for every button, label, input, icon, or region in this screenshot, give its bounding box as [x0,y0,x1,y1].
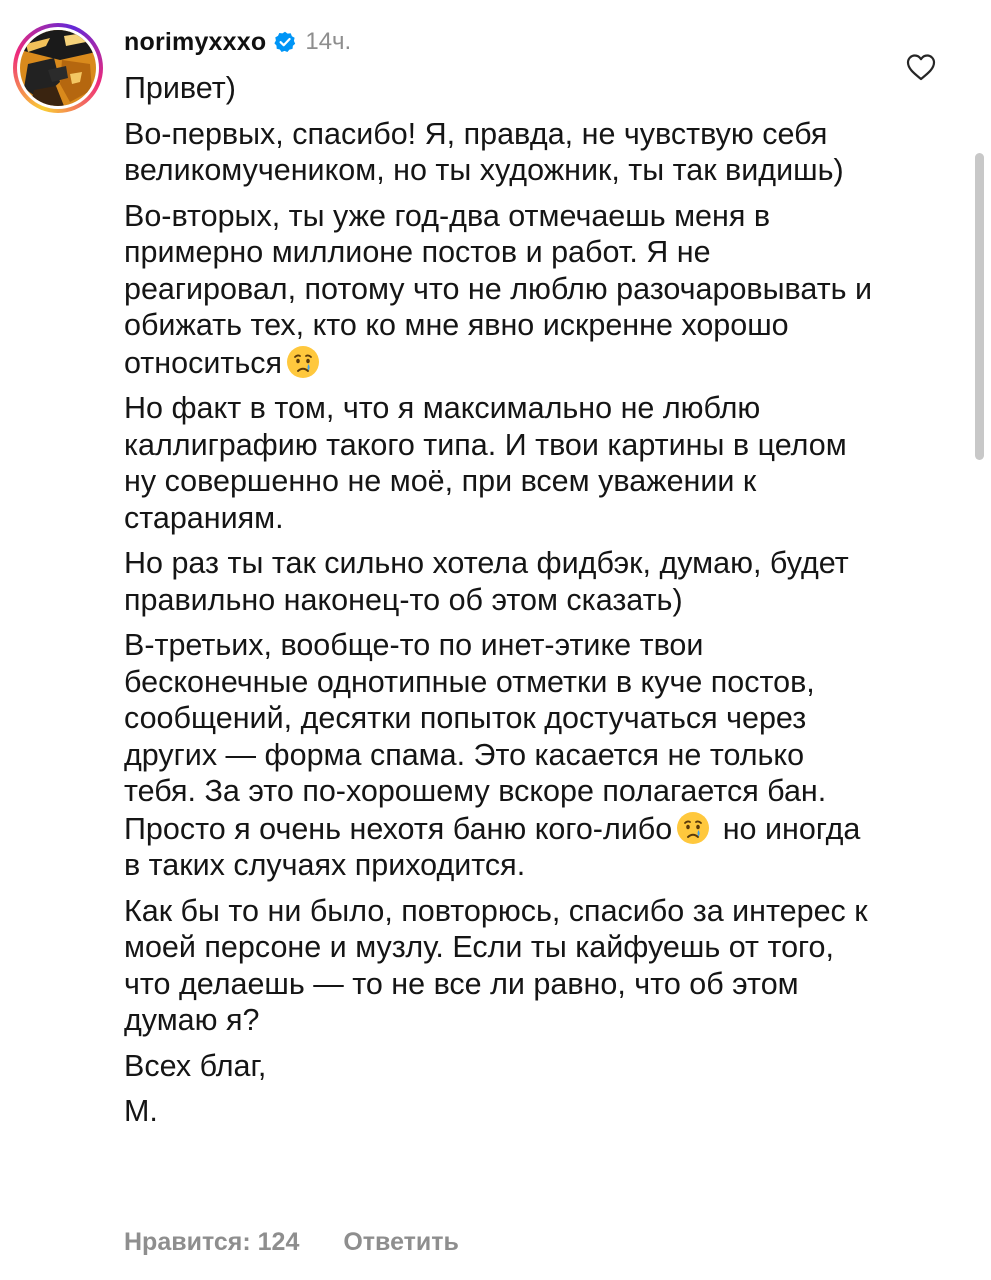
comment-paragraph [124,627,884,884]
comment-timestamp: 14ч. [305,28,352,55]
comment-paragraph: Всех благ, [124,1048,267,1083]
like-button[interactable] [905,52,937,82]
comment-paragraph-text: В-третьих, вообще-то по инет-этике твои бесконечные однотипные отметки в куче постов, сообщений, десятки попыток достучаться через других — форма спама. Это касается не только тебя. За это по-хорошему вскоре полагается бан. Просто я очень нехотя баню кого-либо [124,628,827,846]
comment-paragraph: Во-первых, спасибо! Я, правда, не чувствую себя великомучеником, но ты художник, ты так видишь) [124,116,844,187]
reply-button[interactable]: Ответить [343,1228,459,1256]
avatar-image [20,30,96,106]
verified-badge-icon [274,31,296,53]
crying-face-emoji [285,344,321,380]
comment-paragraph: Но факт в том, что я максимально не люблю каллиграфию такого типа. И твои картины в целом ну совершенно не моё, при всем уважении к стараниям. [124,391,847,535]
comment-paragraph: Как бы то ни было, повторюсь, спасибо за интерес к моей персоне и музлу. Если ты кайфуешь от того, что делаешь — то не все ли равно, что об этом думаю я? [124,893,868,1037]
comment-paragraph [124,198,884,382]
comment-paragraph: Привет) [124,71,236,105]
crying-face-emoji [675,810,711,846]
comment-paragraph-text: но иногда в таких случаях приходится. [124,811,861,882]
comment-paragraph: Но раз ты так сильно хотела фидбэк, думаю, будет правильно наконец-то об этом сказать) [124,546,849,617]
comment-paragraph-text: Во-вторых, ты уже год-два отмечаешь меня в примерно миллионе постов и работ. Я не реагировал, потому что не люблю разочаровывать и обижать тех, кто ко мне явно искренне хорошо относиться [124,198,873,380]
heart-outline-icon [905,52,937,82]
likes-count-button[interactable]: Нравится: 124 [124,1228,300,1256]
scrollbar-thumb[interactable] [975,153,984,460]
comment-paragraph: М. [124,1094,158,1128]
comment-footer [124,1228,459,1257]
comment-body [124,70,884,1139]
username-link[interactable]: norimyxxxo [124,27,267,56]
comment-header [124,26,351,58]
avatar[interactable] [13,23,103,113]
